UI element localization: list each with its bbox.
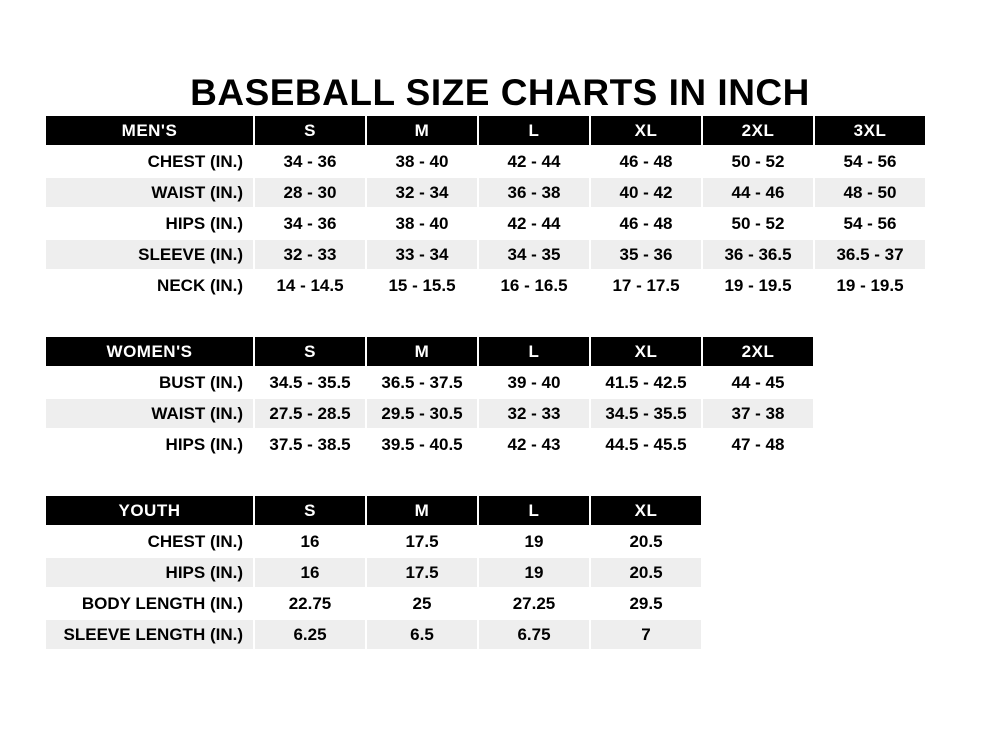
column-header: L xyxy=(478,115,590,146)
table-cell: 44 - 45 xyxy=(702,367,814,398)
table-cell: 28 - 30 xyxy=(254,177,366,208)
table-cell: 20.5 xyxy=(590,526,702,557)
table-cell: 32 - 34 xyxy=(366,177,478,208)
table-cell: 36 - 38 xyxy=(478,177,590,208)
table-cell: 15 - 15.5 xyxy=(366,270,478,301)
table-header-row xyxy=(45,115,926,146)
column-header: YOUTH xyxy=(45,495,254,526)
row-label: HIPS (IN.) xyxy=(45,429,254,460)
table-cell: 17 - 17.5 xyxy=(590,270,702,301)
table-cell: 36 - 36.5 xyxy=(702,239,814,270)
row-label: BUST (IN.) xyxy=(45,367,254,398)
table-cell: 25 xyxy=(366,588,478,619)
row-label: CHEST (IN.) xyxy=(45,146,254,177)
table-cell: 36.5 - 37.5 xyxy=(366,367,478,398)
table-cell: 19 - 19.5 xyxy=(702,270,814,301)
table-cell: 39.5 - 40.5 xyxy=(366,429,478,460)
table-cell: 54 - 56 xyxy=(814,146,926,177)
table-cell: 50 - 52 xyxy=(702,208,814,239)
table-cell: 19 xyxy=(478,526,590,557)
row-label: SLEEVE (IN.) xyxy=(45,239,254,270)
spacer xyxy=(44,302,956,335)
table-cell: 37.5 - 38.5 xyxy=(254,429,366,460)
table-cell: 33 - 34 xyxy=(366,239,478,270)
table-cell: 46 - 48 xyxy=(590,208,702,239)
row-label: NECK (IN.) xyxy=(45,270,254,301)
table-row xyxy=(45,208,926,239)
spacer xyxy=(44,461,956,494)
table-cell: 16 xyxy=(254,557,366,588)
table-cell: 46 - 48 xyxy=(590,146,702,177)
table-cell: 6.25 xyxy=(254,619,366,650)
row-label: WAIST (IN.) xyxy=(45,398,254,429)
row-label: SLEEVE LENGTH (IN.) xyxy=(45,619,254,650)
table-cell: 54 - 56 xyxy=(814,208,926,239)
table-cell: 22.75 xyxy=(254,588,366,619)
table-cell: 20.5 xyxy=(590,557,702,588)
column-header: MEN'S xyxy=(45,115,254,146)
column-header: XL xyxy=(590,336,702,367)
table-row xyxy=(45,146,926,177)
table-cell: 44.5 - 45.5 xyxy=(590,429,702,460)
table-cell: 41.5 - 42.5 xyxy=(590,367,702,398)
table-header-row xyxy=(45,336,814,367)
table-cell: 34 - 35 xyxy=(478,239,590,270)
table-row xyxy=(45,398,814,429)
table-cell: 39 - 40 xyxy=(478,367,590,398)
column-header: M xyxy=(366,115,478,146)
table-row xyxy=(45,557,702,588)
table-cell: 38 - 40 xyxy=(366,146,478,177)
table-row xyxy=(45,588,702,619)
column-header: 3XL xyxy=(814,115,926,146)
table-row xyxy=(45,619,702,650)
table-cell: 19 xyxy=(478,557,590,588)
mens-size-table xyxy=(44,114,927,302)
column-header: L xyxy=(478,495,590,526)
column-header: S xyxy=(254,495,366,526)
table-row xyxy=(45,177,926,208)
youth-size-table xyxy=(44,494,703,651)
table-cell: 17.5 xyxy=(366,557,478,588)
row-label: CHEST (IN.) xyxy=(45,526,254,557)
table-cell: 32 - 33 xyxy=(478,398,590,429)
column-header: WOMEN'S xyxy=(45,336,254,367)
table-cell: 19 - 19.5 xyxy=(814,270,926,301)
column-header: XL xyxy=(590,115,702,146)
table-cell: 34 - 36 xyxy=(254,208,366,239)
table-cell: 34.5 - 35.5 xyxy=(590,398,702,429)
row-label: BODY LENGTH (IN.) xyxy=(45,588,254,619)
table-header-row xyxy=(45,495,702,526)
table-cell: 42 - 44 xyxy=(478,146,590,177)
table-row xyxy=(45,239,926,270)
column-header: S xyxy=(254,115,366,146)
column-header: S xyxy=(254,336,366,367)
tables-container xyxy=(0,114,1000,651)
table-cell: 48 - 50 xyxy=(814,177,926,208)
table-cell: 50 - 52 xyxy=(702,146,814,177)
table-cell: 42 - 43 xyxy=(478,429,590,460)
table-cell: 34 - 36 xyxy=(254,146,366,177)
column-header: L xyxy=(478,336,590,367)
row-label: HIPS (IN.) xyxy=(45,208,254,239)
table-row xyxy=(45,526,702,557)
table-cell: 16 - 16.5 xyxy=(478,270,590,301)
table-cell: 42 - 44 xyxy=(478,208,590,239)
table-cell: 17.5 xyxy=(366,526,478,557)
table-cell: 37 - 38 xyxy=(702,398,814,429)
table-cell: 16 xyxy=(254,526,366,557)
table-cell: 27.25 xyxy=(478,588,590,619)
column-header: 2XL xyxy=(702,336,814,367)
table-cell: 44 - 46 xyxy=(702,177,814,208)
table-cell: 14 - 14.5 xyxy=(254,270,366,301)
table-cell: 36.5 - 37 xyxy=(814,239,926,270)
womens-size-table xyxy=(44,335,815,461)
column-header: 2XL xyxy=(702,115,814,146)
table-cell: 6.5 xyxy=(366,619,478,650)
table-row xyxy=(45,429,814,460)
table-cell: 29.5 - 30.5 xyxy=(366,398,478,429)
table-cell: 6.75 xyxy=(478,619,590,650)
table-cell: 7 xyxy=(590,619,702,650)
row-label: HIPS (IN.) xyxy=(45,557,254,588)
page-title: BASEBALL SIZE CHARTS IN INCH xyxy=(190,72,810,113)
column-header: M xyxy=(366,336,478,367)
column-header: XL xyxy=(590,495,702,526)
table-cell: 34.5 - 35.5 xyxy=(254,367,366,398)
table-cell: 32 - 33 xyxy=(254,239,366,270)
row-label: WAIST (IN.) xyxy=(45,177,254,208)
table-cell: 40 - 42 xyxy=(590,177,702,208)
table-cell: 35 - 36 xyxy=(590,239,702,270)
table-row xyxy=(45,270,926,301)
table-cell: 38 - 40 xyxy=(366,208,478,239)
table-cell: 27.5 - 28.5 xyxy=(254,398,366,429)
column-header: M xyxy=(366,495,478,526)
table-cell: 29.5 xyxy=(590,588,702,619)
table-row xyxy=(45,367,814,398)
table-cell: 47 - 48 xyxy=(702,429,814,460)
